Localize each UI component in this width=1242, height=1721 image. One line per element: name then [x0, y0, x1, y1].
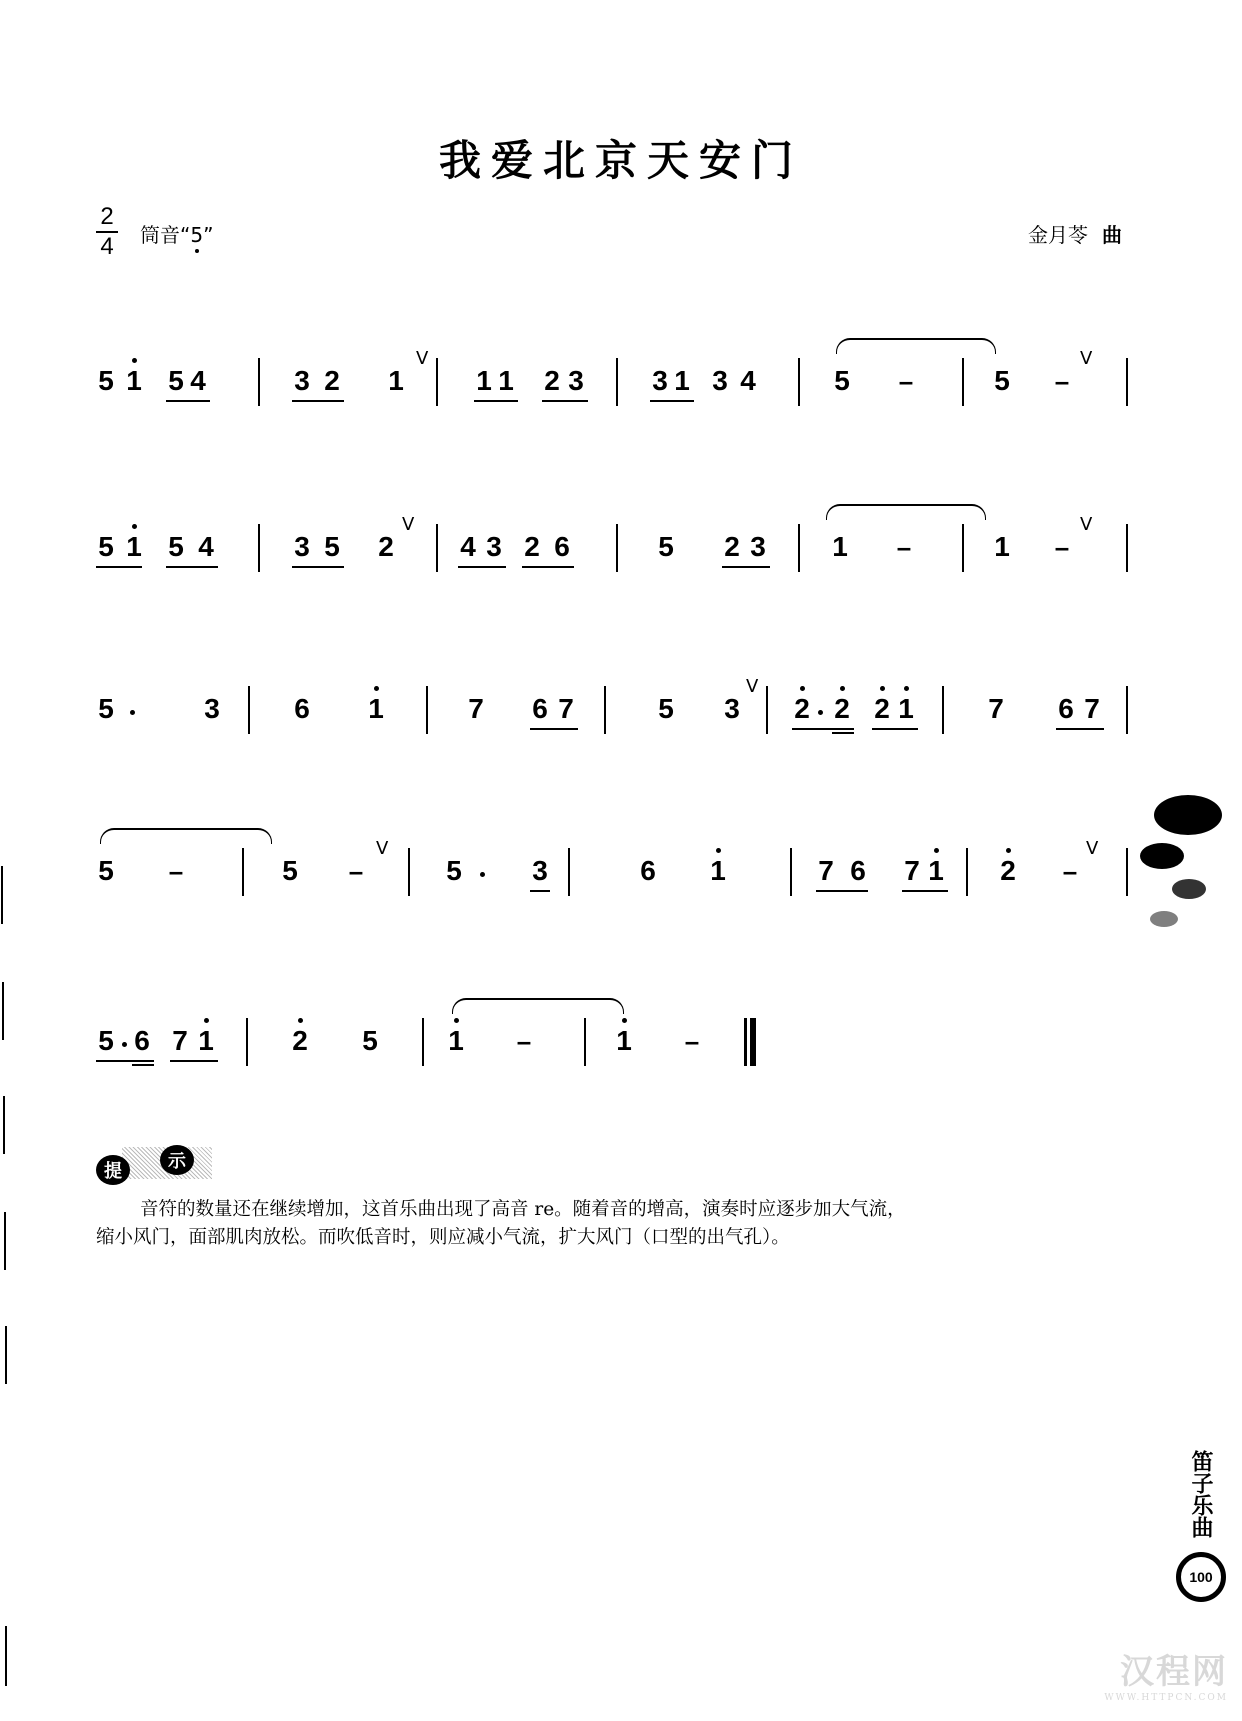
score-row-4 [96, 838, 1128, 902]
tip-heading [96, 1145, 216, 1185]
page-number: 100 [1176, 1552, 1226, 1602]
note: 6 [134, 1025, 150, 1056]
underline-eighth [166, 400, 210, 402]
score-row-3 [96, 676, 1128, 740]
time-signature [96, 205, 118, 259]
barline [258, 358, 260, 406]
note: 5 [168, 531, 184, 562]
key-note-suffix: ” [203, 223, 214, 247]
barline [966, 848, 968, 896]
note: 4 [198, 531, 214, 562]
note-high: 1 [446, 1026, 466, 1056]
tip-line-1: 音符的数量还在继续增加，这首乐曲出现了高音 re。随着音的增高，演奏时应逐步加大气流， [140, 1199, 906, 1220]
barline [258, 524, 260, 572]
note: 6 [850, 855, 866, 886]
composer [1028, 219, 1122, 248]
note: 5 [994, 365, 1010, 396]
watermark-url: WWW.HTTPCN.COM [1104, 1693, 1228, 1703]
barline [1126, 848, 1128, 896]
note: 2 [544, 365, 560, 396]
barline [616, 358, 618, 406]
note: 3 [486, 531, 502, 562]
note-high: 1 [124, 366, 144, 396]
tie-slur [452, 998, 624, 1014]
note: 2 [378, 531, 394, 562]
score-row-5 [96, 1012, 1128, 1072]
note-high: 2 [290, 1026, 310, 1056]
barline [766, 686, 768, 734]
tie-slur [836, 338, 996, 354]
note: 2 [724, 531, 740, 562]
scan-edge-line [4, 1212, 6, 1270]
underline-eighth [96, 1060, 154, 1062]
scan-edge-line [5, 1626, 7, 1686]
note: 1 [674, 365, 690, 396]
note: 1 [476, 365, 492, 396]
barline [790, 848, 792, 896]
note: 7 [904, 855, 920, 886]
underline-eighth [458, 566, 506, 568]
tip-line-2: 缩小风门，面部肌肉放松。而吹低音时，则应减小气流，扩大风门（口型的出气孔）。 [96, 1227, 790, 1248]
note-high: 1 [366, 694, 386, 724]
barline [422, 1018, 424, 1066]
note: 3 [712, 365, 728, 396]
underline-eighth [166, 566, 218, 568]
barline [584, 1018, 586, 1066]
note: 7 [558, 693, 574, 724]
scan-edge-line [2, 982, 4, 1040]
tie-slur [100, 828, 272, 844]
underline-eighth [1056, 728, 1104, 730]
note: 2 [324, 365, 340, 396]
note-high: 1 [124, 532, 144, 562]
dash: – [168, 856, 184, 886]
breath-mark: V [1086, 838, 1099, 859]
note: 3 [750, 531, 766, 562]
note: 5 [658, 531, 674, 562]
underline-eighth [542, 400, 588, 402]
breath-mark: V [402, 514, 415, 535]
note: 6 [532, 693, 548, 724]
barline [798, 358, 800, 406]
underline-eighth [292, 566, 344, 568]
underline-eighth [792, 728, 854, 730]
dash: – [348, 856, 364, 886]
dash: – [684, 1026, 700, 1056]
note-high: 2 [998, 856, 1018, 886]
barline [426, 686, 428, 734]
dotted-note [480, 872, 485, 877]
barline [242, 848, 244, 896]
underline-eighth [816, 890, 868, 892]
barline [1126, 686, 1128, 734]
barline [616, 524, 618, 572]
score-meta [96, 205, 1122, 265]
dotted-note [122, 1042, 127, 1047]
dash: – [516, 1026, 532, 1056]
note: 4 [740, 365, 756, 396]
dotted-note [130, 710, 135, 715]
note-high: 2 [872, 694, 892, 724]
dash: – [1054, 532, 1070, 562]
breath-mark: V [1080, 514, 1093, 535]
note: 5 [98, 1025, 114, 1056]
note: 5 [834, 365, 850, 396]
side-tab [1176, 1450, 1224, 1602]
note: 5 [658, 693, 674, 724]
song-title: 我爱北京天安门 [438, 136, 803, 185]
underline-eighth [902, 890, 948, 892]
barline [408, 848, 410, 896]
underline-eighth [522, 566, 574, 568]
note: 5 [98, 531, 114, 562]
underline-eighth [474, 400, 518, 402]
barline [1126, 358, 1128, 406]
note: 4 [190, 365, 206, 396]
underline-eighth [650, 400, 694, 402]
composer-role: 曲 [1102, 223, 1122, 247]
note: 5 [98, 693, 114, 724]
time-signature-numerator: 2 [96, 205, 118, 233]
underline-eighth [722, 566, 770, 568]
note: 5 [168, 365, 184, 396]
note: 5 [324, 531, 340, 562]
breath-mark: V [746, 676, 759, 697]
note: 5 [98, 855, 114, 886]
tie-slur [826, 504, 986, 520]
note: 5 [362, 1025, 378, 1056]
key-note [140, 219, 213, 248]
watermark-name: 汉程网 [1120, 1652, 1228, 1692]
dash: – [896, 532, 912, 562]
scan-edge-line [1, 866, 3, 924]
underline-eighth [96, 566, 142, 568]
watermark [1104, 1644, 1228, 1703]
note: 4 [460, 531, 476, 562]
dotted-note [818, 710, 823, 715]
barline [962, 524, 964, 572]
note: 1 [994, 531, 1010, 562]
scan-edge-line [5, 1326, 7, 1384]
underline-eighth [872, 728, 918, 730]
note: 5 [282, 855, 298, 886]
breath-mark: V [1080, 348, 1093, 369]
decorative-ovals [1140, 795, 1240, 945]
oval-decoration [1154, 795, 1222, 835]
oval-decoration [1172, 879, 1206, 899]
underline-eighth [292, 400, 344, 402]
oval-decoration [1150, 911, 1178, 927]
tip-heading-char-2: 示 [160, 1145, 194, 1175]
side-tab-label: 笛子乐曲 [1188, 1450, 1213, 1538]
dash: – [1062, 856, 1078, 886]
tip-heading-char-1: 提 [96, 1155, 130, 1185]
note: 7 [1084, 693, 1100, 724]
note: 6 [294, 693, 310, 724]
breath-mark: V [416, 348, 429, 369]
note: 1 [832, 531, 848, 562]
note: 7 [818, 855, 834, 886]
note-high: 1 [614, 1026, 634, 1056]
barline [436, 358, 438, 406]
tip-body [96, 1196, 1136, 1252]
note-high: 1 [196, 1026, 216, 1056]
score-row-2 [96, 514, 1128, 578]
underline-sixteenth [832, 732, 854, 734]
note: 5 [446, 855, 462, 886]
note: 3 [724, 693, 740, 724]
note-high: 1 [926, 856, 946, 886]
dash: – [898, 366, 914, 396]
note: 1 [498, 365, 514, 396]
note: 3 [568, 365, 584, 396]
barline [248, 686, 250, 734]
barline [798, 524, 800, 572]
final-barline-thick [750, 1018, 756, 1066]
barline [942, 686, 944, 734]
scan-edge-line [3, 1096, 5, 1154]
composer-name: 金月苓 [1028, 223, 1088, 247]
note-high: 1 [896, 694, 916, 724]
note: 3 [294, 365, 310, 396]
note: 6 [1058, 693, 1074, 724]
barline [436, 524, 438, 572]
note: 3 [532, 855, 548, 886]
note-high: 2 [832, 694, 852, 724]
note-high: 2 [792, 694, 812, 724]
note: 2 [524, 531, 540, 562]
time-signature-denominator: 4 [100, 233, 114, 260]
final-barline-thin [744, 1018, 747, 1066]
key-note-value: 5 [190, 223, 204, 247]
underline-eighth [530, 728, 578, 730]
note-high: 1 [708, 856, 728, 886]
barline [568, 848, 570, 896]
score-row-1 [96, 348, 1128, 412]
note: 3 [652, 365, 668, 396]
barline [1126, 524, 1128, 572]
note: 7 [988, 693, 1004, 724]
note: 1 [388, 365, 404, 396]
note: 7 [468, 693, 484, 724]
note: 3 [294, 531, 310, 562]
underline-eighth [530, 890, 550, 892]
key-note-prefix: 筒音“ [140, 223, 191, 247]
note: 7 [172, 1025, 188, 1056]
underline-eighth [170, 1060, 218, 1062]
dash: – [1054, 366, 1070, 396]
oval-decoration [1140, 843, 1184, 869]
note: 6 [640, 855, 656, 886]
barline [962, 358, 964, 406]
note: 5 [98, 365, 114, 396]
barline [246, 1018, 248, 1066]
note: 3 [204, 693, 220, 724]
note: 6 [554, 531, 570, 562]
breath-mark: V [376, 838, 389, 859]
underline-sixteenth [132, 1064, 154, 1066]
barline [604, 686, 606, 734]
